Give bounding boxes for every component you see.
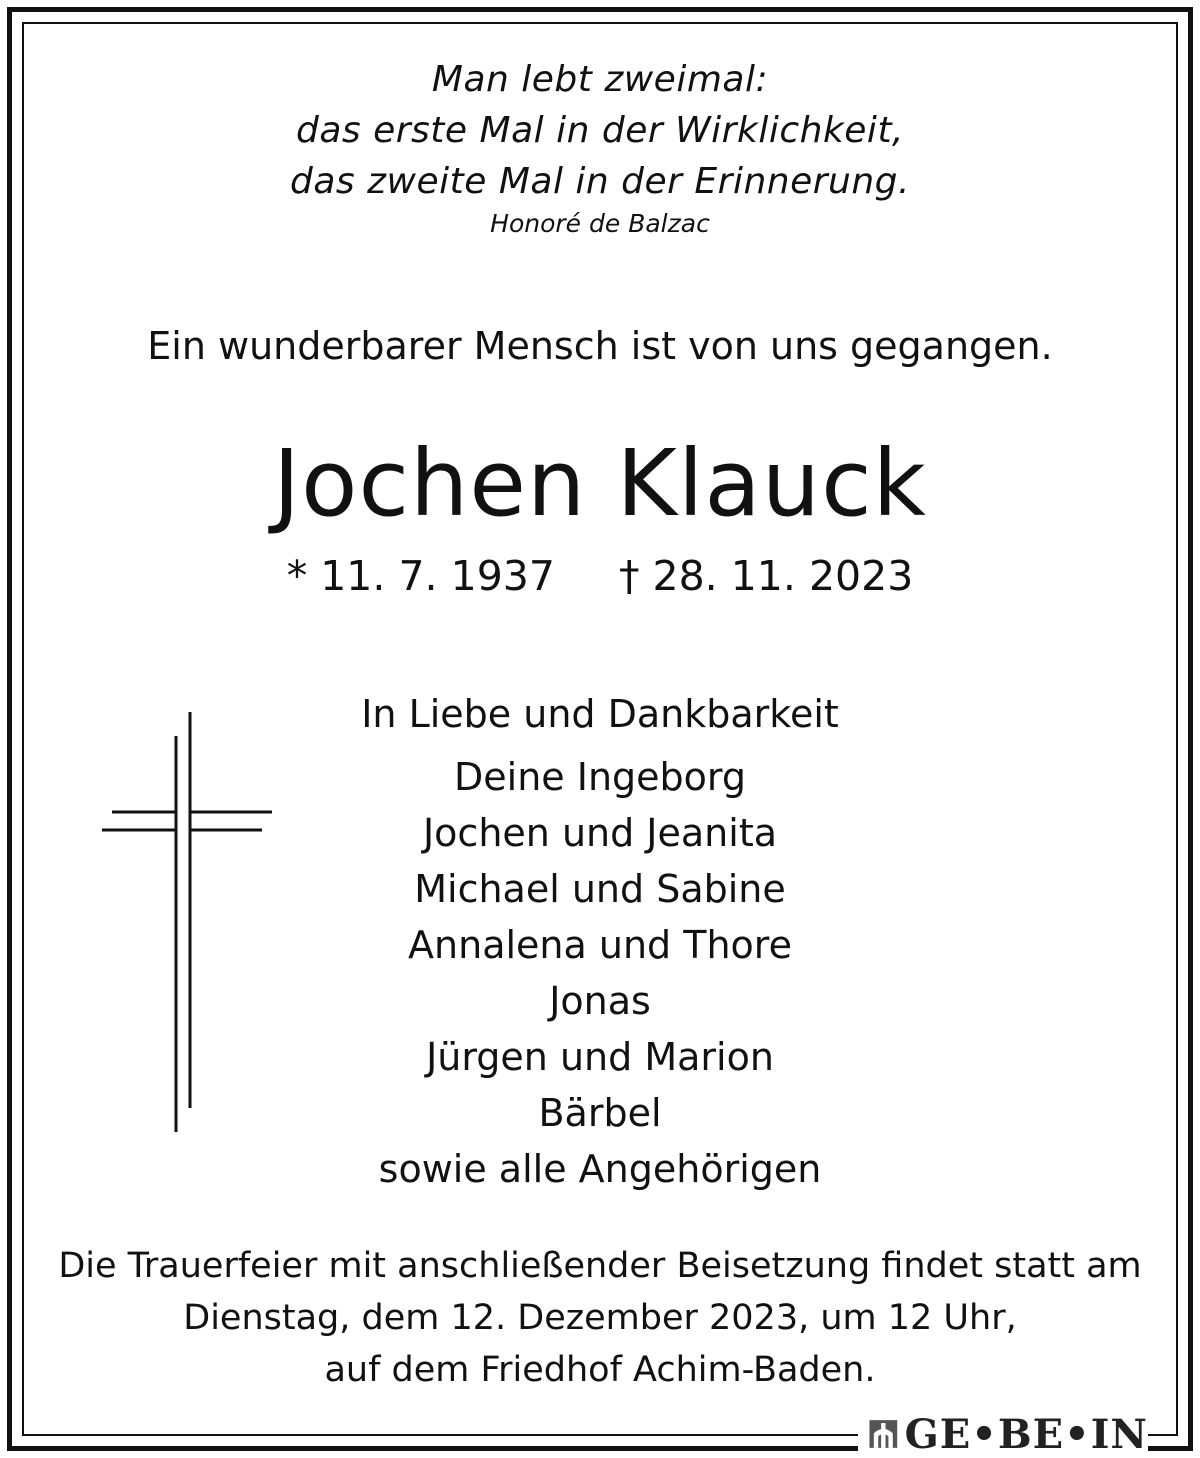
intro-text: Ein wunderbarer Mensch ist von uns gegangen. — [147, 324, 1053, 368]
quote-author: Honoré de Balzac — [490, 209, 710, 238]
mourner-name: Bärbel — [538, 1091, 662, 1135]
death-date: † 28. 11. 2023 — [618, 552, 914, 600]
deceased-name: Jochen Klauck — [273, 430, 927, 537]
mourner-name: sowie alle Angehörigen — [378, 1147, 822, 1191]
mourner-name: Jochen und Jeanita — [422, 811, 778, 855]
mourner-name: Michael und Sabine — [414, 867, 786, 911]
service-line-2: Dienstag, dem 12. Dezember 2023, um 12 Uhr, — [183, 1298, 1017, 1338]
mourner-name: Annalena und Thore — [408, 923, 792, 967]
service-line-1: Die Trauerfeier mit anschließender Beisetzung findet statt am — [58, 1246, 1142, 1286]
mourner-name: Deine Ingeborg — [454, 755, 746, 799]
mourners-heading: In Liebe und Dankbarkeit — [361, 692, 839, 736]
life-dates — [0, 552, 1200, 600]
quote-line-1: Man lebt zweimal: — [431, 59, 769, 100]
gebein-logo-icon — [868, 1413, 899, 1455]
gebein-logo-text: GE•BE•IN — [904, 1410, 1148, 1458]
mourner-name: Jonas — [549, 979, 651, 1023]
service-line-3: auf dem Friedhof Achim-Baden. — [324, 1350, 876, 1390]
quote-line-2: das erste Mal in der Wirklichkeit, — [295, 110, 904, 151]
gebein-logo — [858, 1410, 1148, 1458]
quote-line-3: das zweite Mal in der Erinnerung. — [290, 161, 910, 202]
mourner-name: Jürgen und Marion — [426, 1035, 774, 1079]
birth-date: * 11. 7. 1937 — [286, 552, 555, 600]
